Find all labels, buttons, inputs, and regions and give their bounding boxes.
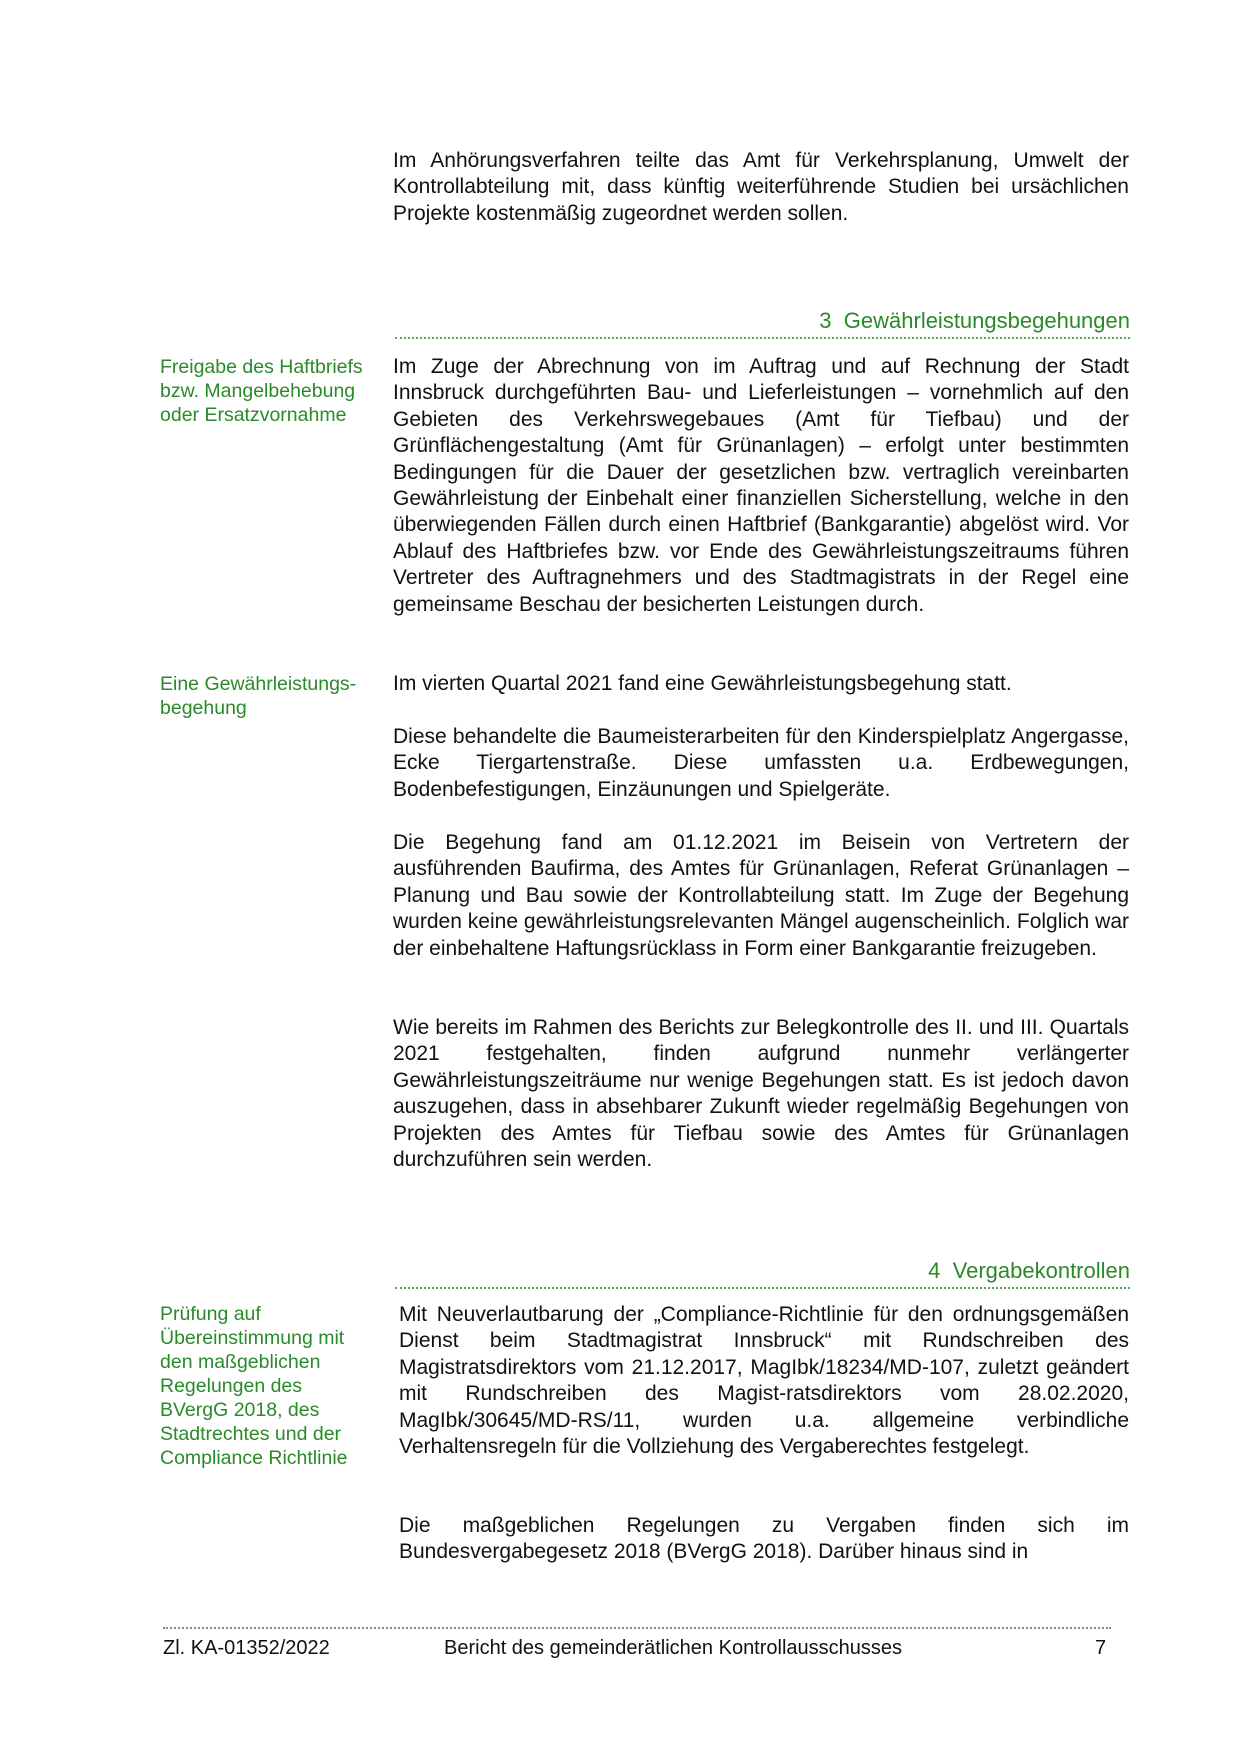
footer-report-title: Bericht des gemeinderätlichen Kontrollausschusses	[444, 1637, 903, 1659]
side-note-gewaehrleistungsbegehung: Eine Gewährleistungs-begehung	[160, 673, 357, 719]
section-3-divider	[395, 337, 1130, 339]
footer-page-number: 7	[1095, 1637, 1107, 1659]
section-3-number: 3	[819, 308, 832, 333]
section-4-paragraph-2: Die maßgeblichen Regelungen zu Vergaben finden sich im Bundesvergabegesetz 2018 (BVergG 2018). Darüber hinaus sind in	[399, 1514, 1129, 1564]
side-note-pruefung: Prüfung auf Übereinstimmung mit den maßgeblichen Regelungen des BVergG 2018, des Stadtrechtes und der Compliance Richtlinie	[160, 1303, 348, 1469]
footer-divider	[163, 1627, 1111, 1629]
section-3-paragraph-5: Wie bereits im Rahmen des Berichts zur Belegkontrolle des II. und III. Quartals 2021 festgehalten, finden aufgrund nunmehr verlängerter Gewährleistungszeiträume nur wenige Begehungen statt. Es ist jedoch davon auszugehen, dass in absehbarer Zukunft wieder regelmäßig Begehungen von Projekten des Amtes für Tiefbau sowie des Amtes für Grünanlagen durchzuführen sein werden.	[393, 1016, 1129, 1172]
intro-paragraph: Im Anhörungsverfahren teilte das Amt für Verkehrsplanung, Umwelt der Kontrollabteilung mit, dass künftig weiterführende Studien bei ursächlichen Projekte kostenmäßig zugeordnet werden sollen.	[393, 149, 1129, 225]
section-3-paragraph-1: Im Zuge der Abrechnung von im Auftrag und auf Rechnung der Stadt Innsbruck durchgeführten Bau- und Lieferleistungen – vornehmlich auf den Gebieten des Verkehrswegebaues (Amt für Tiefbau) und der Grünflächengestaltung (Amt für Grünanlagen) – erfolgt unter bestimmten Bedingungen für die Dauer der gesetzlichen bzw. vertraglich vereinbarten Gewährleistung der Einbehalt einer finanziellen Sicherstellung, welche in den überwiegenden Fällen durch einen Haftbrief (Bankgarantie) abgelöst wird. Vor Ablauf des Haftbriefes bzw. vor Ende des Gewährleistungszeitraums führen Vertreter des Auftragnehmers und des Stadtmagistrats in der Regel eine gemeinsame Beschau der besicherten Leistungen durch.	[393, 355, 1129, 616]
section-4-heading	[395, 1258, 1130, 1284]
section-3-title: Gewährleistungsbegehungen	[843, 308, 1130, 333]
section-3-paragraph-2: Im vierten Quartal 2021 fand eine Gewährleistungsbegehung statt.	[393, 672, 1012, 695]
section-3-paragraph-3: Diese behandelte die Baumeisterarbeiten für den Kinderspielplatz Angergasse, Ecke Tiergartenstraße. Diese umfassten u.a. Erdbewegungen, Bodenbefestigungen, Einzäunungen und Spielgeräte.	[393, 725, 1129, 801]
section-4-divider	[395, 1287, 1130, 1289]
section-4-number: 4	[928, 1258, 941, 1283]
footer-reference: Zl. KA-01352/2022	[163, 1637, 330, 1659]
section-4-title: Vergabekontrollen	[952, 1258, 1130, 1283]
section-4-paragraph-1: Mit Neuverlautbarung der „Compliance-Richtlinie für den ordnungsgemäßen Dienst beim Stadtmagistrat Innsbruck“ mit Rundschreiben des Magistratsdirektors vom 21.12.2017, MagIbk/18234/MD-107, zuletzt geändert mit Rundschreiben des Magist-ratsdirektors vom 28.02.2020, MagIbk/30645/MD-RS/11, wurden u.a. allgemeine verbindliche Verhaltensregeln für die Vollziehung des Vergaberechtes festgelegt.	[399, 1303, 1129, 1459]
section-3-paragraph-4: Die Begehung fand am 01.12.2021 im Beisein von Vertretern der ausführenden Baufirma, des Amtes für Grünanlagen, Referat Grünanlagen – Planung und Bau sowie der Kontrollabteilung statt. Im Zuge der Begehung wurden keine gewährleistungsrelevanten Mängel augenscheinlich. Folglich war der einbehaltene Haftungsrücklass in Form einer Bankgarantie freizugeben.	[393, 831, 1129, 960]
section-3-heading	[395, 308, 1130, 334]
side-note-haftbrief: Freigabe des Haftbriefs bzw. Mangelbehebung oder Ersatzvornahme	[160, 356, 363, 426]
